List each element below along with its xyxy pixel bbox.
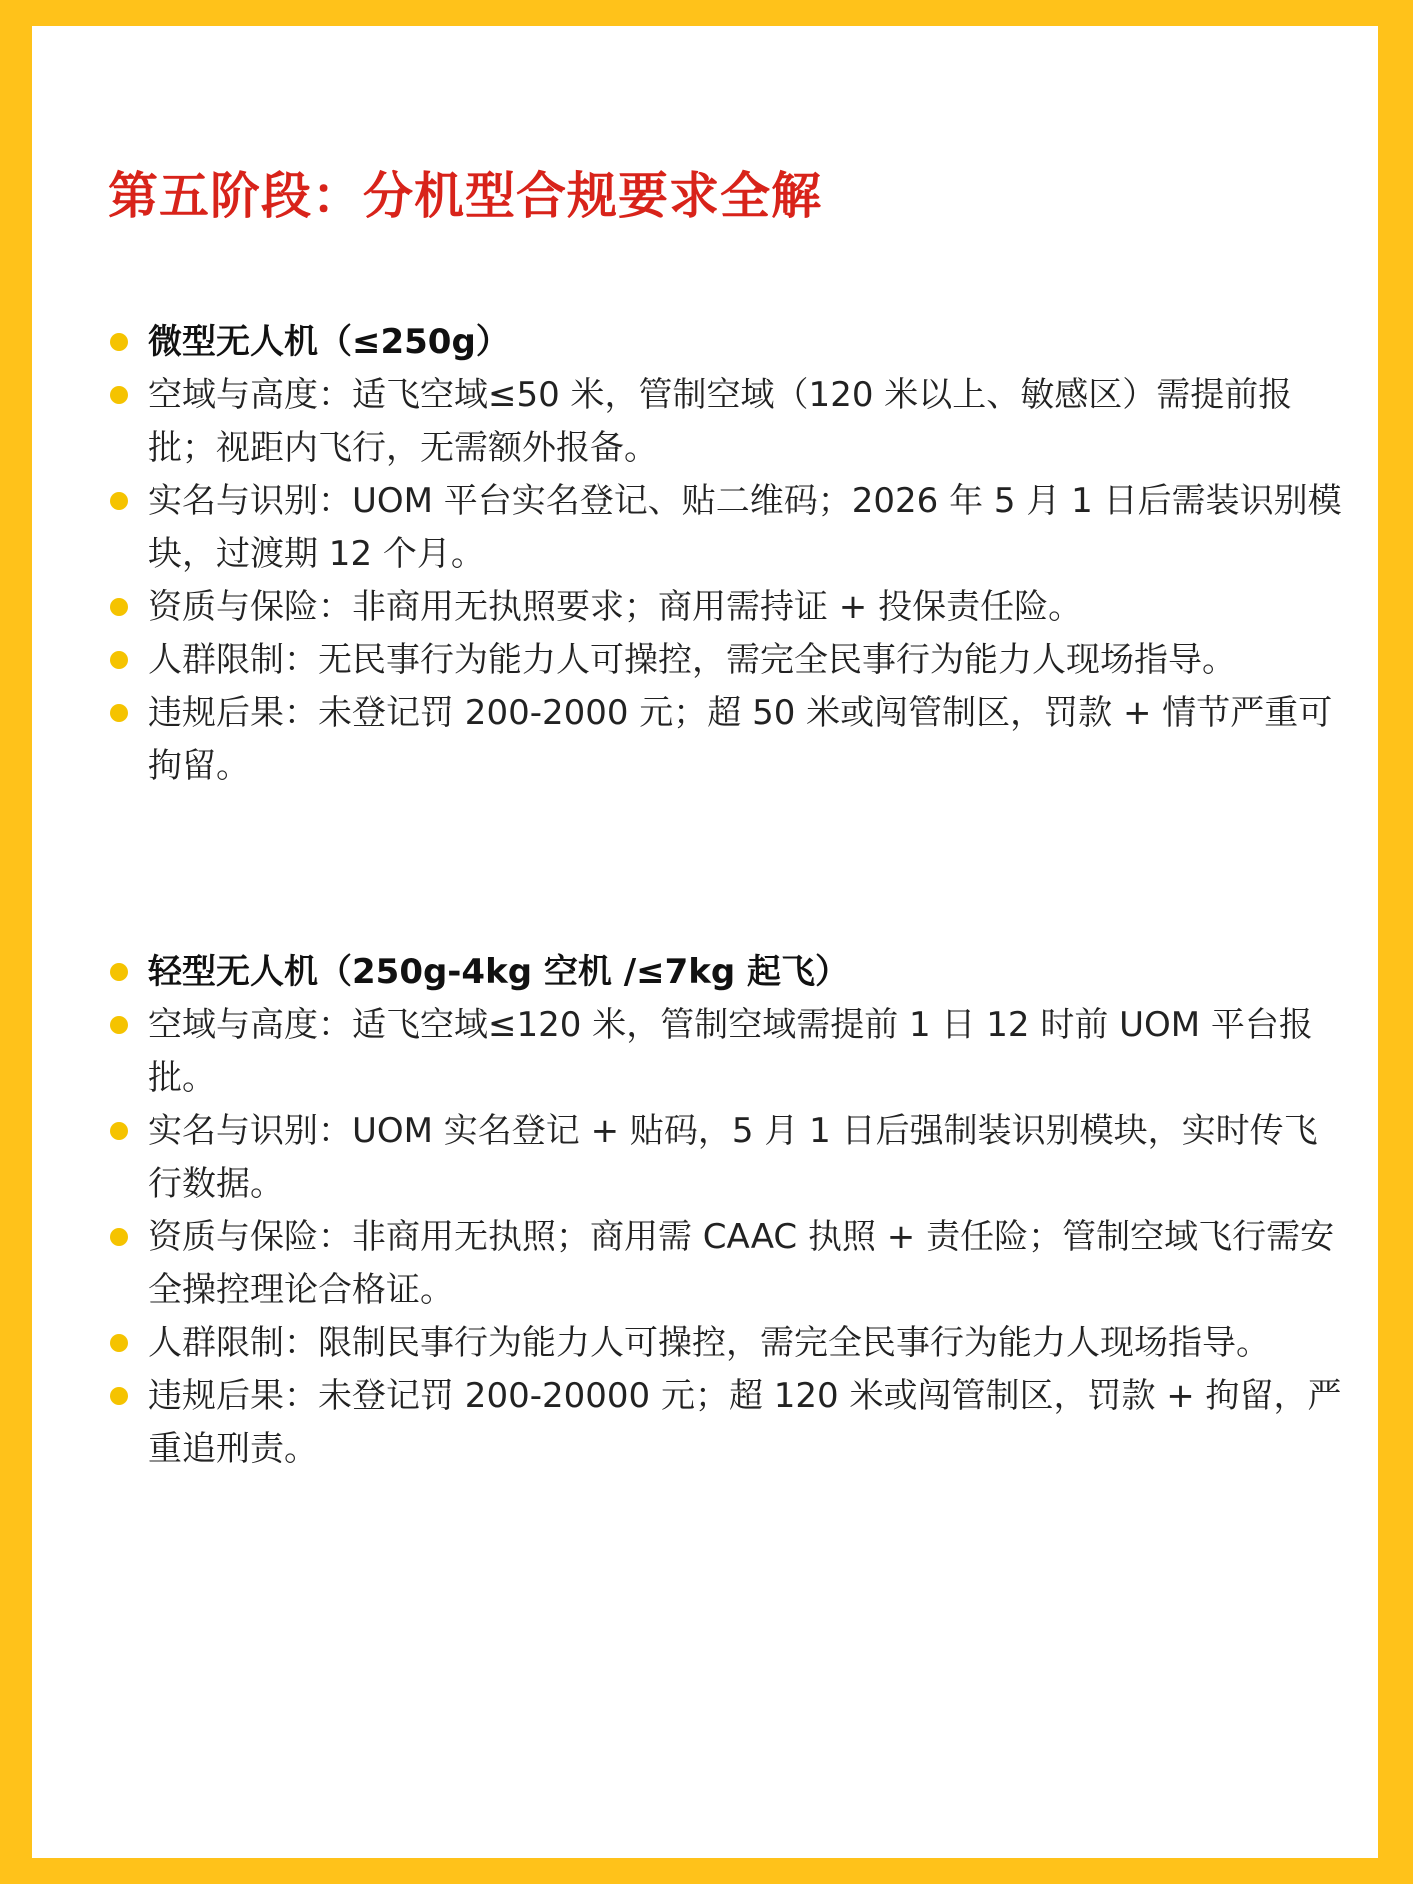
list-item-text: 空域与高度：适飞空域≤50 米，管制空域（120 米以上、敏感区）需提前报批；视距内飞行，无需额外报备。 bbox=[148, 375, 1293, 468]
list-item bbox=[108, 634, 1348, 687]
list-item-text: 违规后果：未登记罚 200-2000 元；超 50 米或闯管制区，罚款 + 情节严重可拘留。 bbox=[148, 693, 1333, 786]
list-item bbox=[108, 1211, 1348, 1317]
section-heading-text: 轻型无人机（250g-4kg 空机 /≤7kg 起飞） bbox=[148, 952, 850, 992]
list-item-text: 实名与识别：UOM 平台实名登记、贴二维码；2026 年 5 月 1 日后需装识别模块，过渡期 12 个月。 bbox=[148, 481, 1342, 574]
content-card bbox=[32, 26, 1378, 1858]
section-light-drone bbox=[108, 946, 1348, 1476]
bullet-dot-icon bbox=[110, 651, 128, 669]
section-heading bbox=[108, 316, 1348, 369]
bullet-dot-icon bbox=[110, 1334, 128, 1352]
bullet-dot-icon bbox=[110, 386, 128, 404]
list-item-text: 资质与保险：非商用无执照；商用需 CAAC 执照 + 责任险；管制空域飞行需安全操控理论合格证。 bbox=[148, 1217, 1335, 1310]
section-heading-text: 微型无人机（≤250g） bbox=[148, 322, 510, 362]
list-item bbox=[108, 687, 1348, 793]
bullet-dot-icon bbox=[110, 1228, 128, 1246]
list-item-text: 空域与高度：适飞空域≤120 米，管制空域需提前 1 日 12 时前 UOM 平台报批。 bbox=[148, 1005, 1313, 1098]
page-title: 第五阶段：分机型合规要求全解 bbox=[108, 167, 822, 225]
bullet-dot-icon bbox=[110, 1387, 128, 1405]
section-micro-drone bbox=[108, 316, 1348, 793]
section-heading bbox=[108, 946, 1348, 999]
bullet-dot-icon bbox=[110, 598, 128, 616]
list-item bbox=[108, 1105, 1348, 1211]
list-item bbox=[108, 999, 1348, 1105]
bullet-dot-icon bbox=[110, 1122, 128, 1140]
list-item bbox=[108, 1370, 1348, 1476]
bullet-dot-icon bbox=[110, 333, 128, 351]
list-item bbox=[108, 1317, 1348, 1370]
list-item-text: 违规后果：未登记罚 200-20000 元；超 120 米或闯管制区，罚款 + 拘留，严重追刑责。 bbox=[148, 1376, 1342, 1469]
list-item-text: 实名与识别：UOM 实名登记 + 贴码，5 月 1 日后强制装识别模块，实时传飞行数据。 bbox=[148, 1111, 1318, 1204]
list-item bbox=[108, 581, 1348, 634]
list-item-text: 人群限制：无民事行为能力人可操控，需完全民事行为能力人现场指导。 bbox=[148, 640, 1236, 680]
bullet-dot-icon bbox=[110, 704, 128, 722]
bullet-dot-icon bbox=[110, 1016, 128, 1034]
bullet-dot-icon bbox=[110, 492, 128, 510]
list-item bbox=[108, 475, 1348, 581]
bullet-dot-icon bbox=[110, 963, 128, 981]
list-item bbox=[108, 369, 1348, 475]
list-item-text: 人群限制：限制民事行为能力人可操控，需完全民事行为能力人现场指导。 bbox=[148, 1323, 1270, 1363]
list-item-text: 资质与保险：非商用无执照要求；商用需持证 + 投保责任险。 bbox=[148, 587, 1083, 627]
